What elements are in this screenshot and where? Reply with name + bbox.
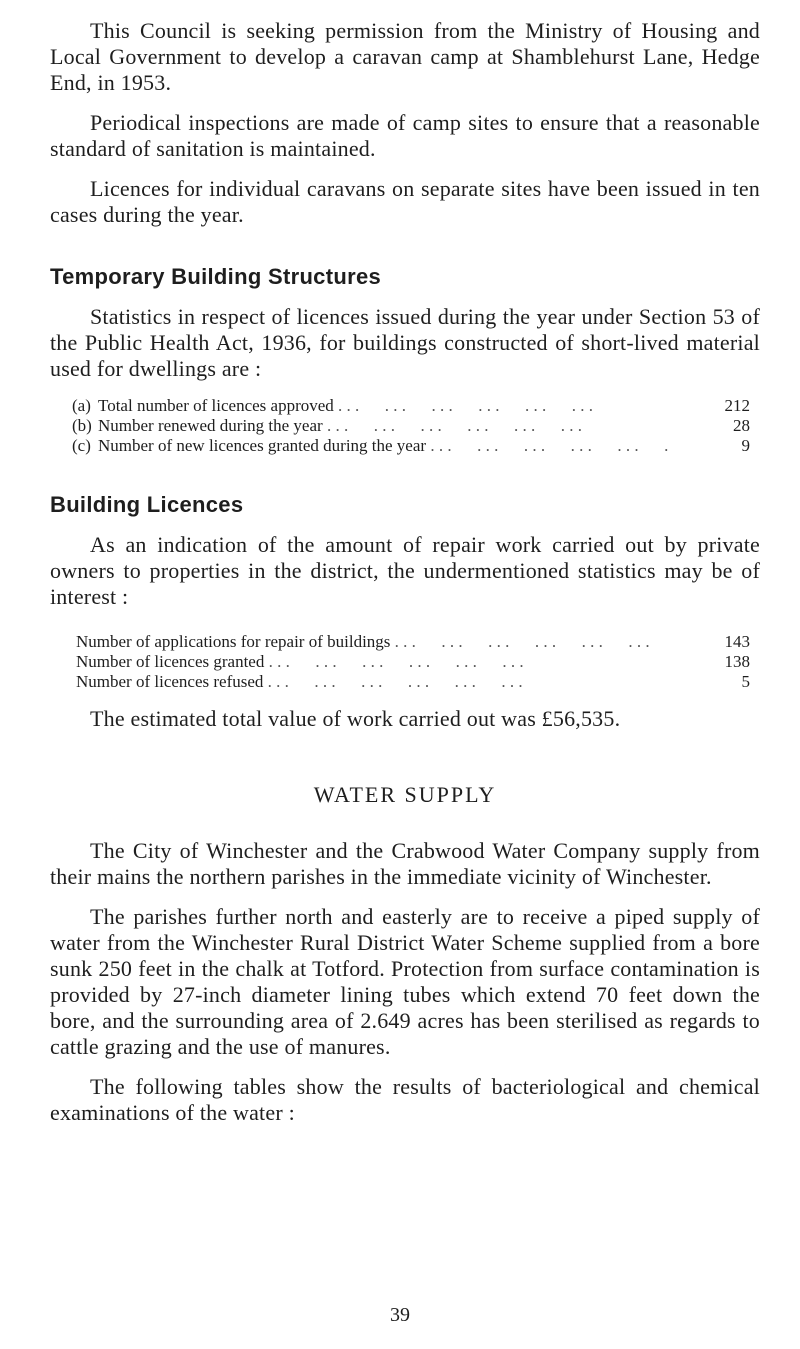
stat-label: Number of licences refused . . .: [76, 672, 670, 692]
temporary-buildings-stats: [50, 396, 760, 456]
stat-value: 5: [741, 672, 750, 691]
licences-paragraph: Licences for individual caravans on separate sites have been issued in ten cases during the year.: [50, 176, 760, 227]
stat-label: Total number of licences approved . . .: [98, 396, 670, 416]
caravan-camp-paragraph: This Council is seeking permission from the Ministry of Housing and Local Government to develop a caravan camp at Shamblehurst Lane, Hedge End, in 1953.: [50, 18, 760, 95]
stat-row: [50, 632, 760, 652]
stat-row: [50, 396, 760, 416]
stat-row: [50, 416, 760, 436]
stat-ref: (c): [72, 436, 91, 455]
stat-row: [50, 436, 760, 456]
stat-row: [50, 652, 760, 672]
stat-ref: (a): [72, 396, 91, 415]
page-number: 39: [390, 1304, 410, 1326]
water-supply-paragraph-1: The City of Winchester and the Crabwood Water Company supply from their mains the northern parishes in the immediate vicinity of Winchester.: [50, 838, 760, 889]
stat-ref: (b): [72, 416, 92, 435]
document-page: [50, 18, 760, 1126]
building-licences-heading: Building Licences: [50, 492, 244, 517]
water-supply-heading: WATER SUPPLY: [313, 782, 497, 807]
stat-value: 143: [724, 632, 750, 651]
stat-label: Number of applications for repair of buildings . . .: [76, 632, 670, 652]
stat-row: [50, 672, 760, 692]
temporary-buildings-heading: Temporary Building Structures: [50, 264, 382, 289]
stat-label: Number renewed during the year . . .: [98, 416, 670, 436]
stat-value: 212: [724, 396, 750, 415]
estimated-value-paragraph: The estimated total value of work carried out was £56,535.: [90, 706, 621, 731]
water-supply-paragraph-3: The following tables show the results of bacteriological and chemical examinations of the water :: [50, 1074, 760, 1125]
building-licences-stats: [50, 632, 760, 692]
stat-label: Number of new licences granted during the year . . .: [98, 436, 670, 456]
stat-value: 28: [733, 416, 750, 435]
temporary-buildings-intro: Statistics in respect of licences issued during the year under Section 53 of the Public Health Act, 1936, for buildings constructed of short-lived material used for dwellings are :: [50, 304, 760, 381]
building-licences-intro: As an indication of the amount of repair work carried out by private owners to properties in the district, the undermentioned statistics may be of interest :: [50, 532, 760, 609]
stat-value: 9: [741, 436, 750, 455]
stat-value: 138: [724, 652, 750, 671]
water-supply-paragraph-2: The parishes further north and easterly are to receive a piped supply of water from the Winchester Rural District Water Scheme supplied from a bore sunk 250 feet in the chalk at Totford. Protection from surface contamination is provided by 27-inch diameter lining tubes which extend 70 feet down the bore, and the surrounding area of 2.649 acres has been sterilised as regards to cattle grazing and the use of manures.: [50, 904, 760, 1059]
stat-label: Number of licences granted . . .: [76, 652, 670, 672]
inspections-paragraph: Periodical inspections are made of camp sites to ensure that a reasonable standard of sanitation is maintained.: [50, 110, 760, 161]
